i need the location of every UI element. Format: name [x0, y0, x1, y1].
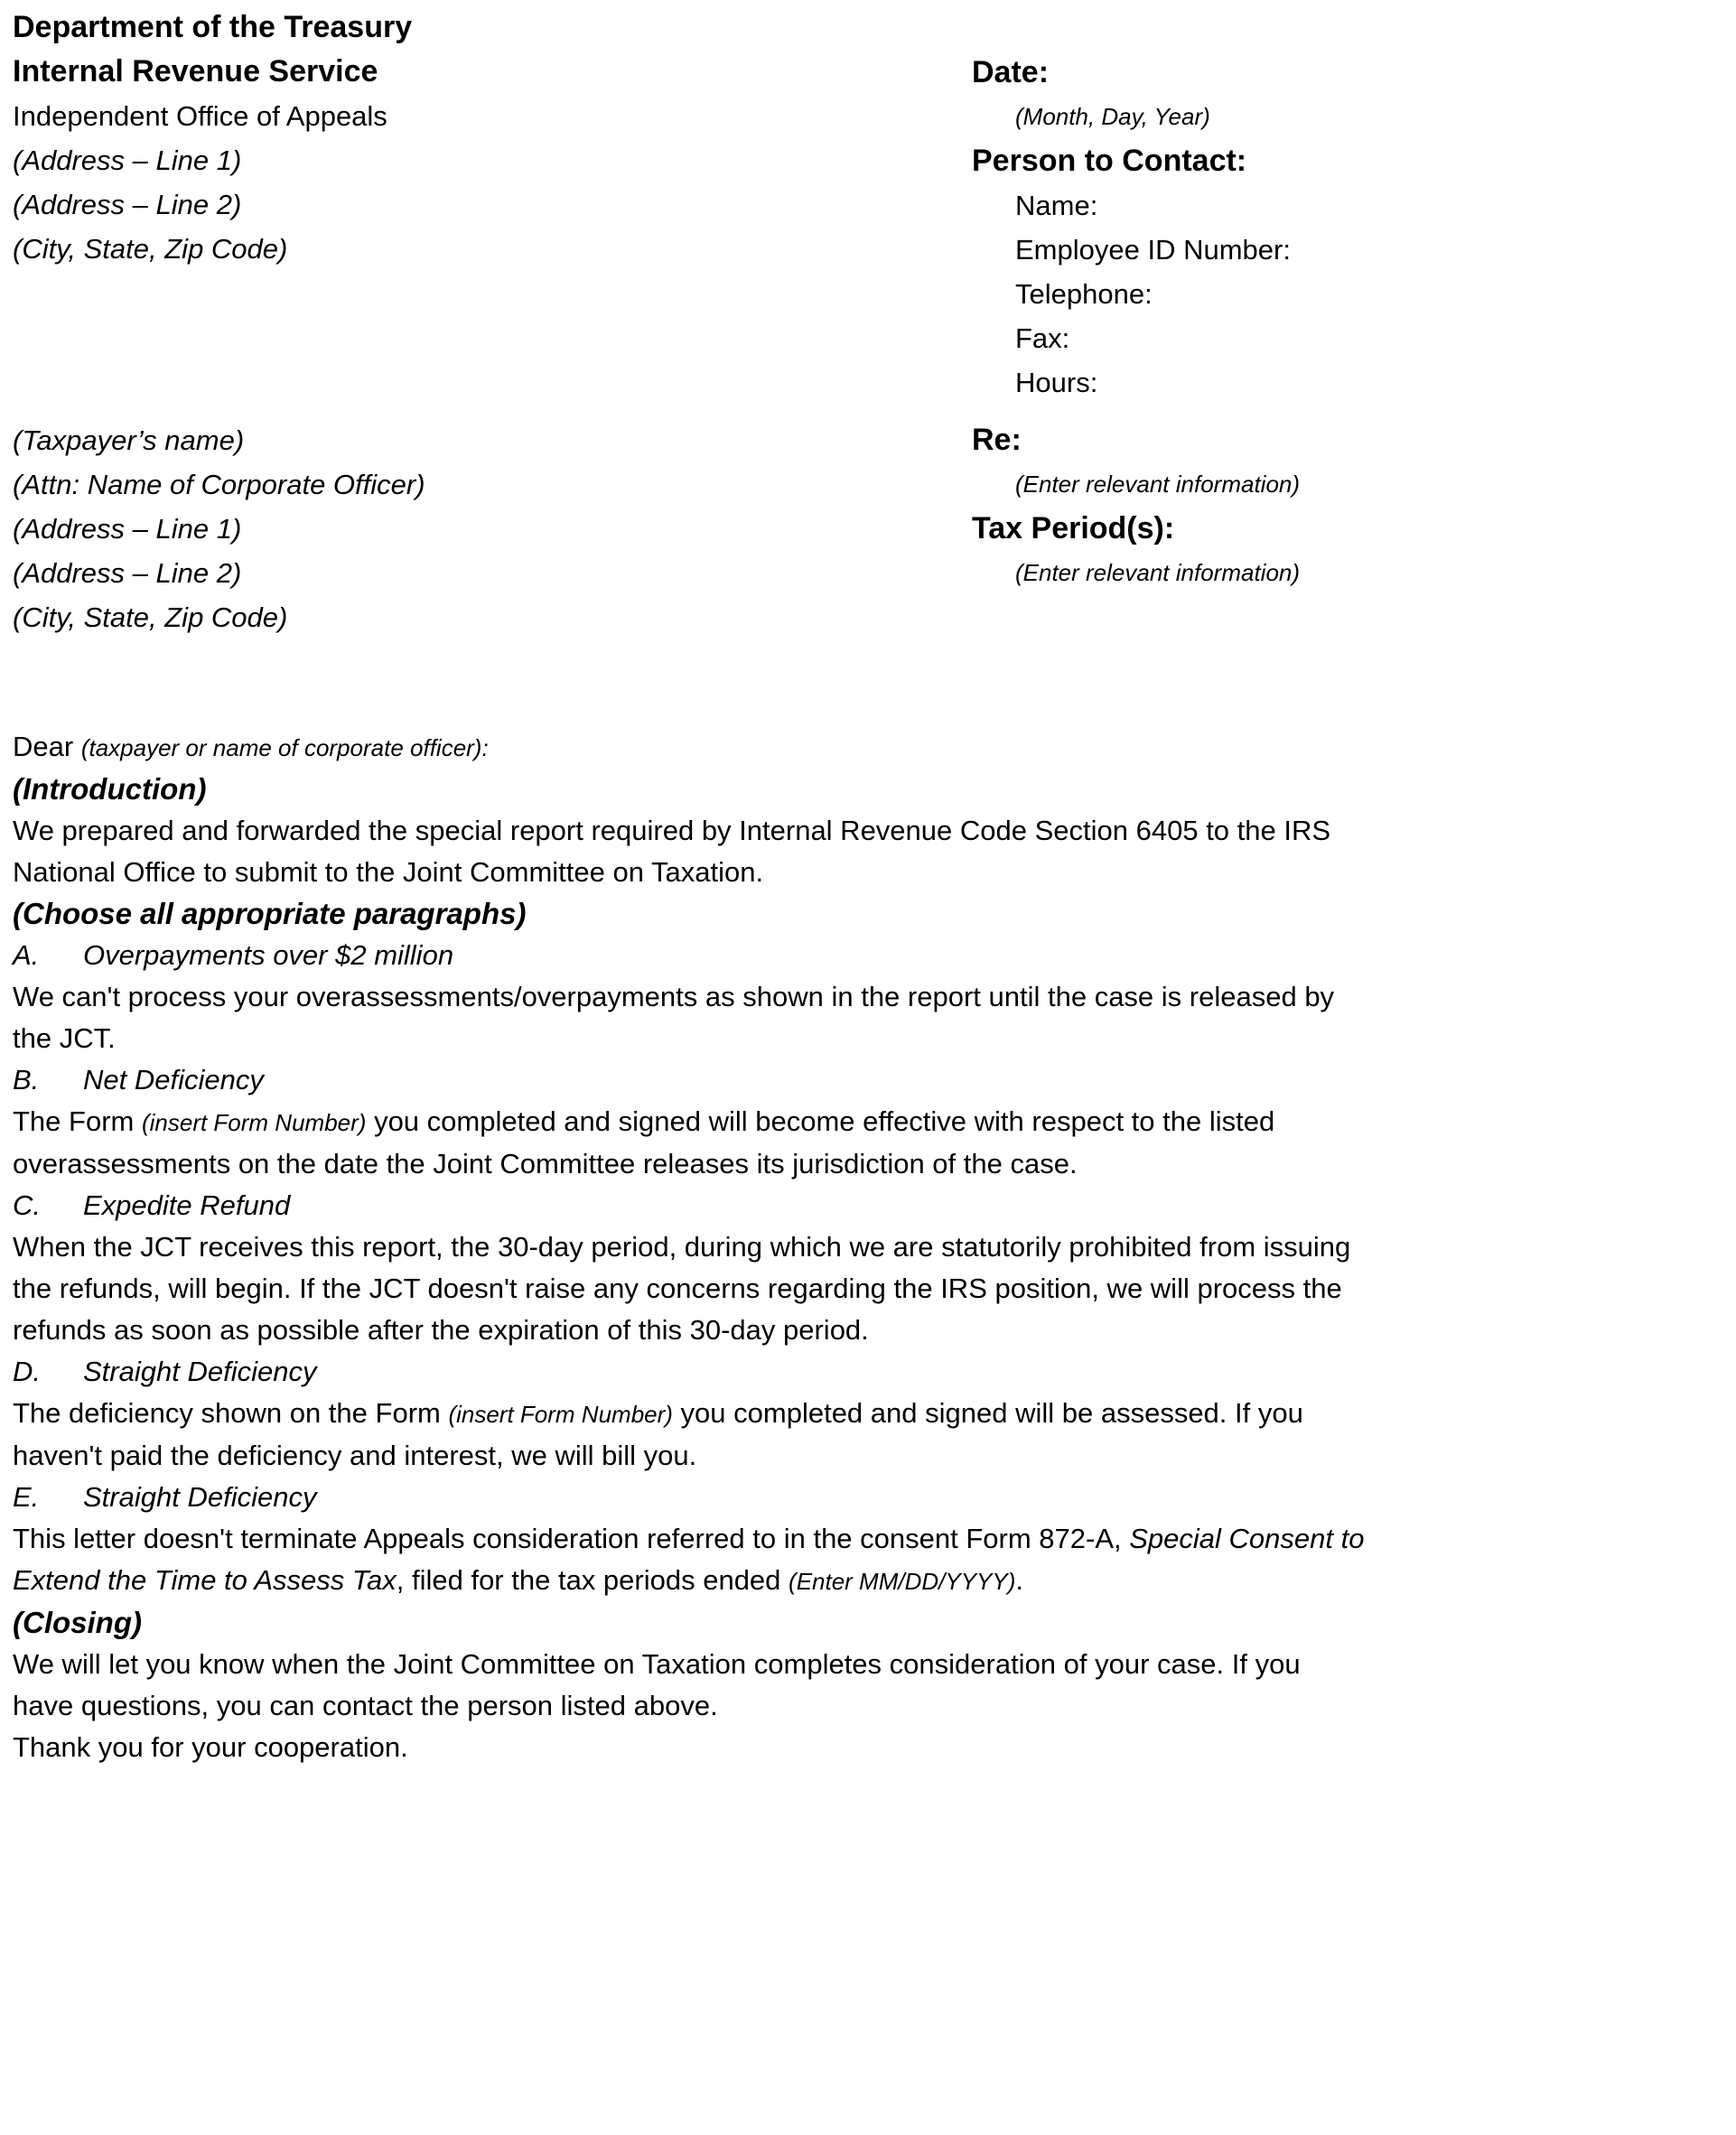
section-d-heading — [13, 1351, 1367, 1393]
recipient-address-line2: (Address – Line 2) — [13, 557, 242, 589]
closing-section — [13, 1602, 1367, 1727]
section-c-title: Expedite Refund — [83, 1189, 291, 1221]
contact-field-employee-id: Employee ID Number: — [1015, 234, 1291, 266]
section-b-paragraph: The Form (insert Form Number) you completed and signed will become effective with respect to the listed overassessments on the date the Joint Committee releases its jurisdiction of the case. — [13, 1105, 1275, 1179]
agency-address-line1: (Address – Line 1) — [13, 145, 242, 176]
recipient-block — [13, 418, 425, 639]
choose-paragraphs-section — [13, 893, 1367, 1059]
choose-paragraphs-heading: (Choose all appropriate paragraphs) — [13, 897, 527, 930]
contact-field-telephone: Telephone: — [1015, 278, 1153, 310]
salutation-prefix: Dear — [13, 731, 74, 762]
agency-block — [13, 5, 412, 271]
re-block — [972, 418, 1300, 595]
recipient-address-line1: (Address – Line 1) — [13, 513, 242, 545]
section-d-paragraph: The deficiency shown on the Form (insert Form Number) you completed and signed will be assessed. If you haven't paid the deficiency and interest, we will bill you. — [13, 1397, 1303, 1471]
section-e-letter: E. — [13, 1481, 40, 1513]
section-c-letter: C. — [13, 1189, 41, 1221]
section-a-heading — [13, 935, 1367, 976]
section-e-title: Straight Deficiency — [83, 1481, 317, 1513]
agency-office-line: Independent Office of Appeals — [13, 100, 387, 132]
closing-paragraph: We will let you know when the Joint Committee on Taxation completes consideration of your case. If you have questions, you can contact the person listed above. — [13, 1648, 1301, 1721]
section-a-paragraph: We can't process your overassessments/overpayments as shown in the report until the case is released by the JCT. — [13, 981, 1335, 1054]
agency-address-city: (City, State, Zip Code) — [13, 233, 288, 265]
thanks-line: Thank you for your cooperation. — [13, 1731, 408, 1763]
section-d-letter: D. — [13, 1356, 41, 1387]
section-e-paragraph: This letter doesn't terminate Appeals consideration referred to in the consent Form 872-A, Special Consent to Extend the Time to Assess Tax, filed for the tax periods ended (Enter MM/DD/YYYY). — [13, 1523, 1365, 1596]
contact-field-hours: Hours: — [1015, 367, 1098, 398]
section-b — [13, 1059, 1367, 1185]
section-d-title: Straight Deficiency — [83, 1356, 317, 1387]
re-hint: (Enter relevant information) — [1015, 471, 1301, 498]
contact-field-name: Name: — [1015, 190, 1098, 221]
salutation-hint: (taxpayer or name of corporate officer): — [80, 734, 489, 761]
section-d — [13, 1351, 1367, 1477]
introduction-heading: (Introduction) — [13, 772, 207, 806]
introduction-paragraph: We prepared and forwarded the special report required by Internal Revenue Code Section 6405 to the IRS National Office to submit to the Joint Committee on Taxation. — [13, 815, 1331, 888]
closing-heading: (Closing) — [13, 1606, 142, 1639]
contact-field-fax: Fax: — [1015, 322, 1070, 354]
section-a-title: Overpayments over $2 million — [83, 939, 454, 971]
salutation — [13, 726, 1367, 769]
tax-period-label: Tax Period(s): — [972, 511, 1175, 545]
section-c — [13, 1185, 1367, 1351]
section-b-title: Net Deficiency — [83, 1064, 264, 1095]
date-label: Date: — [972, 55, 1050, 89]
contact-meta-block — [972, 51, 1291, 405]
person-to-contact-label: Person to Contact: — [972, 144, 1247, 178]
agency-name-line1: Department of the Treasury — [13, 10, 413, 44]
date-hint: (Month, Day, Year) — [1015, 103, 1210, 130]
tax-period-hint: (Enter relevant information) — [1015, 559, 1301, 586]
letterhead — [13, 5, 1736, 683]
re-label: Re: — [972, 423, 1022, 457]
section-e — [13, 1477, 1367, 1602]
letter-body — [13, 726, 1367, 1768]
recipient-name: (Taxpayer’s name) — [13, 424, 245, 456]
section-b-heading — [13, 1059, 1367, 1101]
section-c-heading — [13, 1185, 1367, 1226]
section-e-heading — [13, 1477, 1367, 1518]
agency-address-line2: (Address – Line 2) — [13, 189, 242, 220]
section-a-letter: A. — [13, 939, 40, 971]
agency-name-line2: Internal Revenue Service — [13, 54, 378, 89]
section-b-letter: B. — [13, 1064, 40, 1095]
section-c-paragraph: When the JCT receives this report, the 30-day period, during which we are statutorily prohibited from issuing the refunds, will begin. If the JCT doesn't raise any concerns regarding the IRS position, we will process the refunds as soon as possible after the expiration of this 30-day period. — [13, 1231, 1351, 1346]
recipient-address-city: (City, State, Zip Code) — [13, 601, 288, 633]
introduction-section — [13, 769, 1367, 893]
recipient-attn: (Attn: Name of Corporate Officer) — [13, 469, 425, 500]
